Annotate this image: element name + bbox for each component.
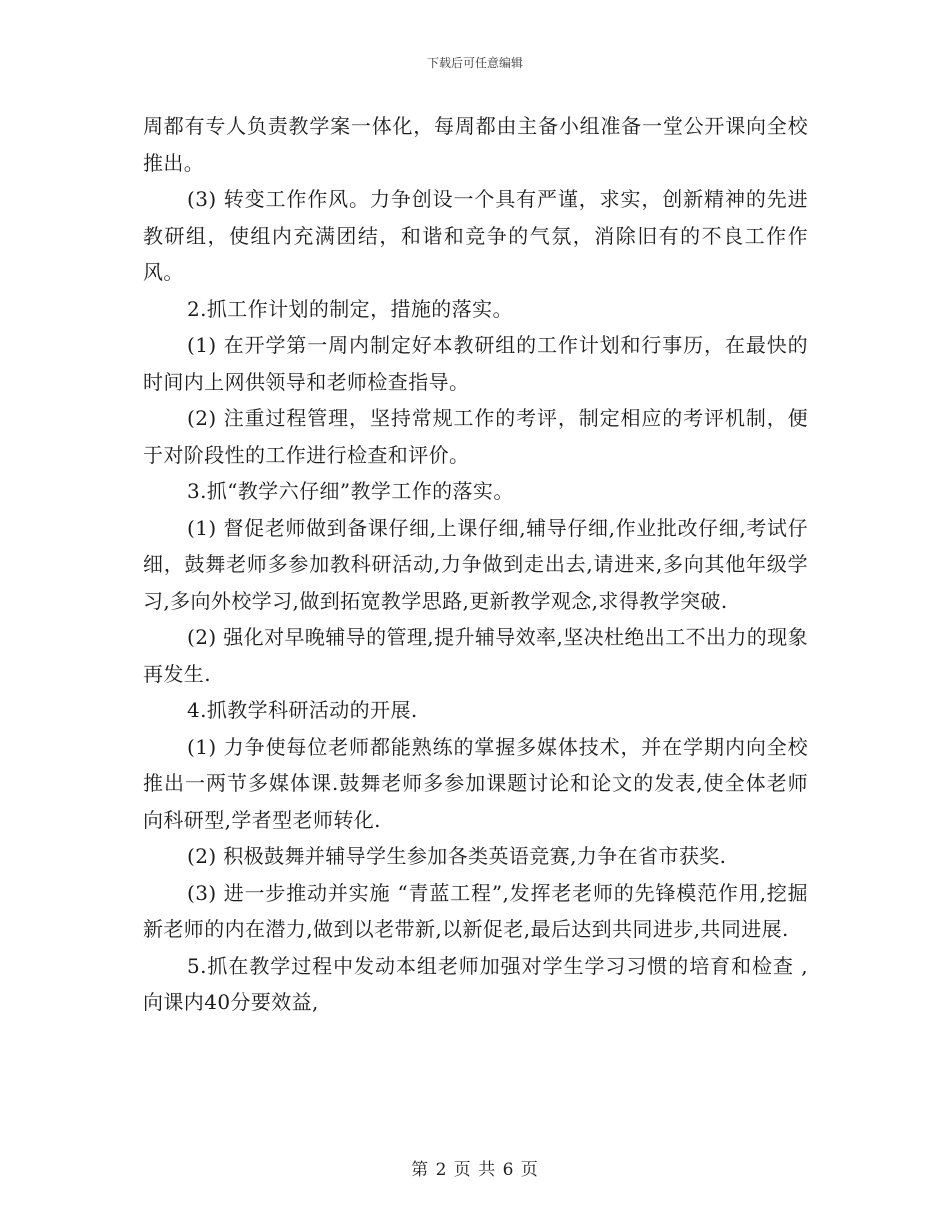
section-heading: 3.抓“教学六仔细”教学工作的落实。: [187, 479, 514, 503]
document-body: [143, 108, 808, 1021]
section-heading: 5.抓在教学过程中发动本组老师加强对学生学习习惯的培育和检查 ,向课内40分要效益,: [143, 953, 808, 1014]
paragraph: (2) 积极鼓舞并辅导学生参加各类英语竞赛,力争在省市获奖.: [187, 844, 727, 868]
paragraph: (3) 转变工作作风。力争创设一个具有严谨，求实，创新精神的先进教研组，使组内充满团结，和谐和竞争的气氛，消除旧有的不良工作作风。: [143, 187, 808, 284]
page-number: 第 2 页 共 6 页: [411, 1160, 539, 1180]
section-heading: 2.抓工作计划的制定，措施的落实。: [187, 296, 513, 321]
paragraph: (2) 强化对早晚辅导的管理,提升辅导效率,坚决杜绝出工不出力的现象再发生.: [143, 625, 809, 686]
paragraph: 周都有专人负责教学案一体化，每周都由主备小组准备一堂公开课向全校推出。: [143, 114, 808, 175]
section-heading: 4.抓教学科研活动的开展.: [187, 698, 418, 722]
paragraph: (2) 注重过程管理，坚持常规工作的考评，制定相应的考评机制，便于对阶段性的工作进行检查和评价。: [143, 406, 808, 467]
paragraph: (1) 督促老师做到备课仔细,上课仔细,辅导仔细,作业批改仔细,考试仔细，鼓舞老师多参加教科研活动,力争做到走出去,请进来,多向其他年级学习,多向外校学习,做到拓宽教学思路,更新教学观念,求得教学突破.: [143, 515, 808, 613]
paragraph: (1) 力争使每位老师都能熟练的掌握多媒体技术，并在学期内向全校推出一两节多媒体课.鼓舞老师多参加课题讨论和论文的发表,使全体老师向科研型,学者型老师转化.: [143, 734, 808, 832]
paragraph: (3) 进一步推动并实施 “青蓝工程”,发挥老老师的先锋模范作用,挖掘新老师的内在潜力,做到以老带新,以新促老,最后达到共同进步,共同进展.: [143, 880, 808, 941]
page-header: 下载后可任意编辑: [426, 56, 523, 70]
paragraph: (1) 在开学第一周内制定好本教研组的工作计划和行事历，在最快的时间内上网供领导和老师检查指导。: [143, 333, 808, 394]
